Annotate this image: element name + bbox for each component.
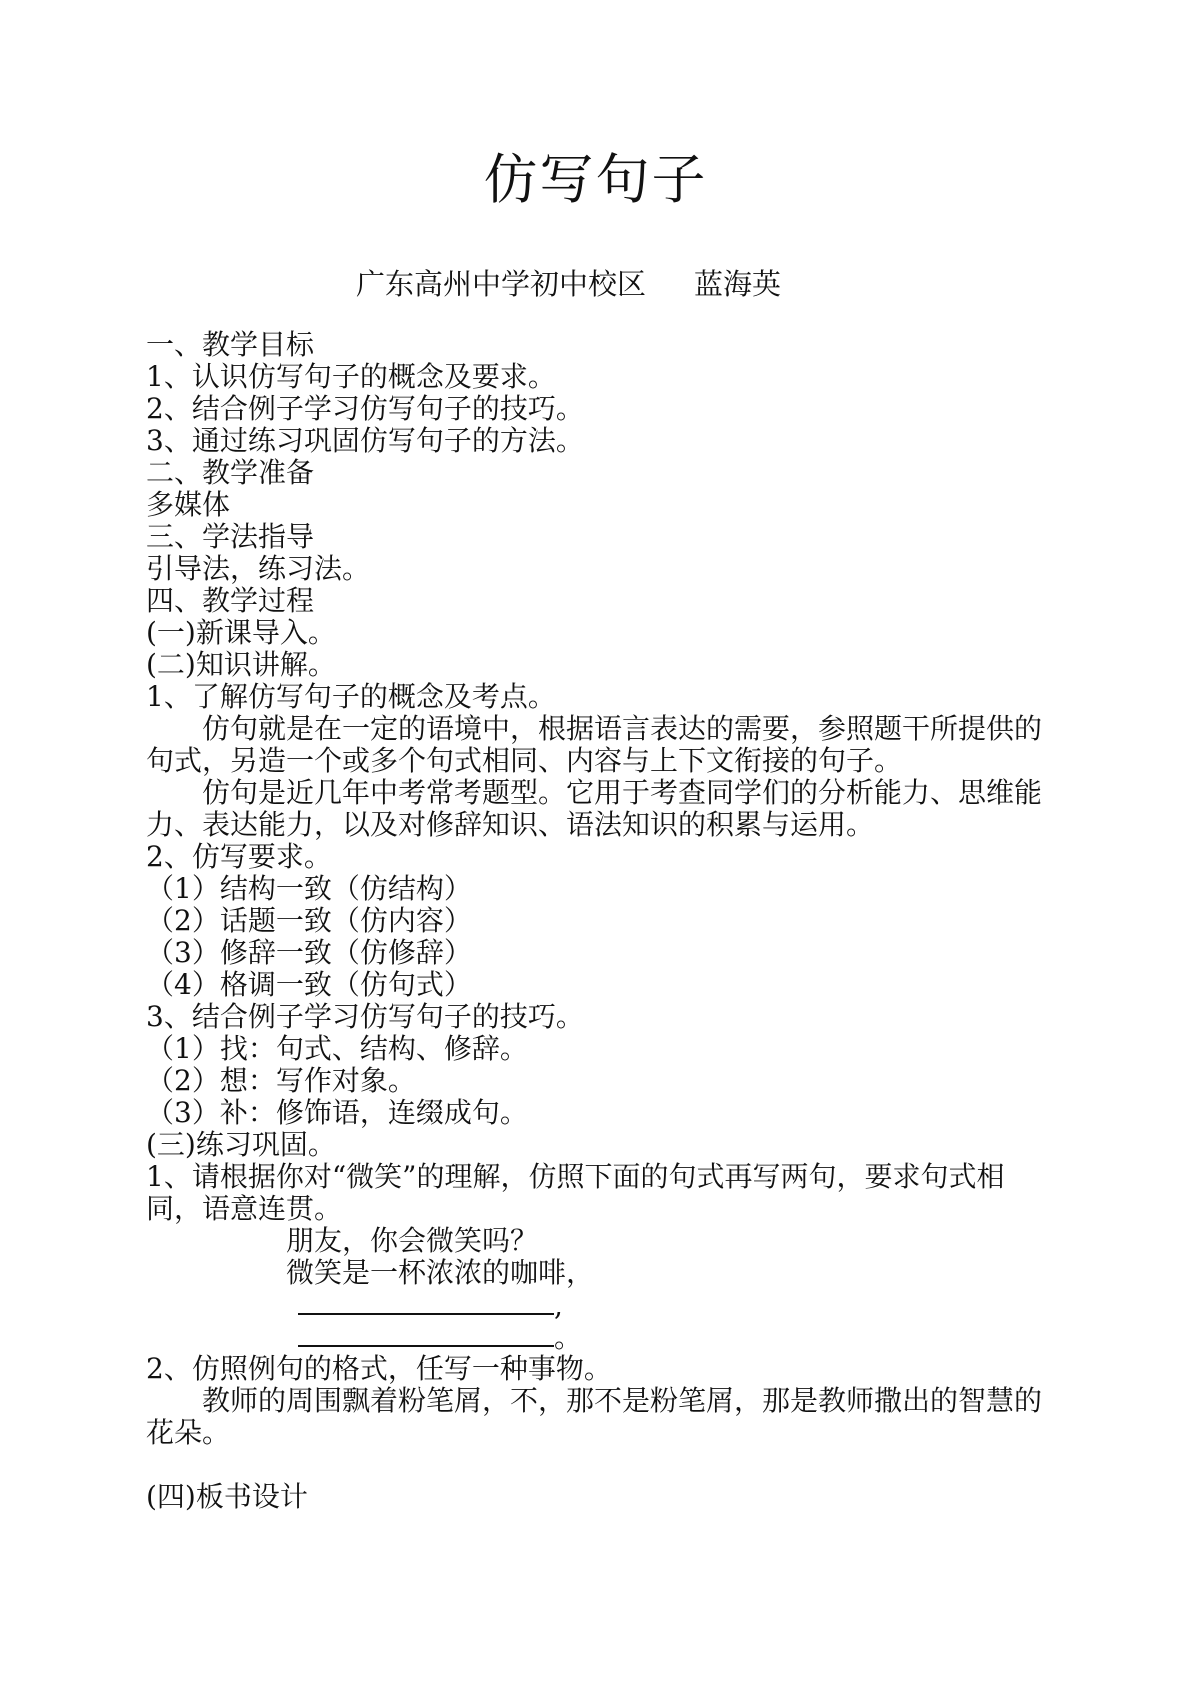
section-heading: 二、教学准备 bbox=[146, 456, 315, 489]
author-line bbox=[356, 264, 781, 304]
author-school: 广东高州中学初中校区 bbox=[356, 267, 647, 301]
paragraph-line: 力、表达能力，以及对修辞知识、语法知识的积累与运用。 bbox=[146, 808, 875, 841]
document-body bbox=[146, 329, 1046, 1513]
example-line: 教师的周围飘着粉笔屑，不，那不是粉笔屑，那是教师撒出的智慧的 bbox=[202, 1384, 1043, 1417]
text-line: 1、了解仿写句子的概念及考点。 bbox=[146, 680, 556, 713]
question-line: 2、仿照例句的格式，任写一种事物。 bbox=[146, 1352, 612, 1385]
text-line: 多媒体 bbox=[146, 488, 231, 521]
answer-blank bbox=[298, 1289, 554, 1315]
section-heading: 三、学法指导 bbox=[146, 520, 315, 553]
text-line: 引导法，练习法。 bbox=[146, 552, 371, 585]
text-line: 3、结合例子学习仿写句子的技巧。 bbox=[146, 1000, 584, 1033]
example-line: 微笑是一杯浓浓的咖啡， bbox=[286, 1256, 595, 1289]
spacer bbox=[146, 1449, 1046, 1481]
subsection-heading: (四)板书设计 bbox=[146, 1480, 308, 1513]
section-heading: 一、教学目标 bbox=[146, 328, 315, 361]
paragraph-line: 仿句是近几年中考常考题型。它用于考查同学们的分析能力、思维能 bbox=[202, 776, 1043, 809]
text-line: 3、通过练习巩固仿写句子的方法。 bbox=[146, 424, 584, 457]
blank-punct: 。 bbox=[554, 1321, 583, 1354]
question-line: 1、请根据你对“微笑”的理解，仿照下面的句式再写两句，要求句式相 bbox=[146, 1160, 1005, 1193]
list-item: （1）找：句式、结构、修辞。 bbox=[146, 1032, 528, 1065]
answer-blank-row bbox=[146, 1289, 1046, 1321]
list-item: （2）想：写作对象。 bbox=[146, 1064, 416, 1097]
answer-blank bbox=[298, 1321, 554, 1347]
text-line: 2、仿写要求。 bbox=[146, 840, 332, 873]
subsection-heading: (二)知识讲解。 bbox=[146, 648, 336, 681]
paragraph-line: 句式，另造一个或多个句式相同、内容与上下文衔接的句子。 bbox=[146, 744, 903, 777]
list-item: （3）补：修饰语，连缀成句。 bbox=[146, 1096, 528, 1129]
answer-blank-row bbox=[146, 1321, 1046, 1353]
page-title: 仿写句子 bbox=[483, 148, 708, 211]
list-item: （1）结构一致（仿结构） bbox=[146, 872, 472, 905]
text-line: 2、结合例子学习仿写句子的技巧。 bbox=[146, 392, 584, 425]
blank-punct: , bbox=[554, 1289, 563, 1322]
section-heading: 四、教学过程 bbox=[146, 584, 315, 617]
subsection-heading: (三)练习巩固。 bbox=[146, 1128, 336, 1161]
list-item: （4）格调一致（仿句式） bbox=[146, 968, 472, 1001]
question-line: 同，语意连贯。 bbox=[146, 1192, 343, 1225]
list-item: （2）话题一致（仿内容） bbox=[146, 904, 472, 937]
list-item: （3）修辞一致（仿修辞） bbox=[146, 936, 472, 969]
author-name: 蓝海英 bbox=[694, 267, 782, 301]
example-line: 花朵。 bbox=[146, 1416, 231, 1449]
subsection-heading: (一)新课导入。 bbox=[146, 616, 336, 649]
example-line: 朋友，你会微笑吗？ bbox=[286, 1224, 539, 1257]
text-line: 1、认识仿写句子的概念及要求。 bbox=[146, 360, 556, 393]
paragraph-line: 仿句就是在一定的语境中，根据语言表达的需要，参照题干所提供的 bbox=[202, 712, 1043, 745]
